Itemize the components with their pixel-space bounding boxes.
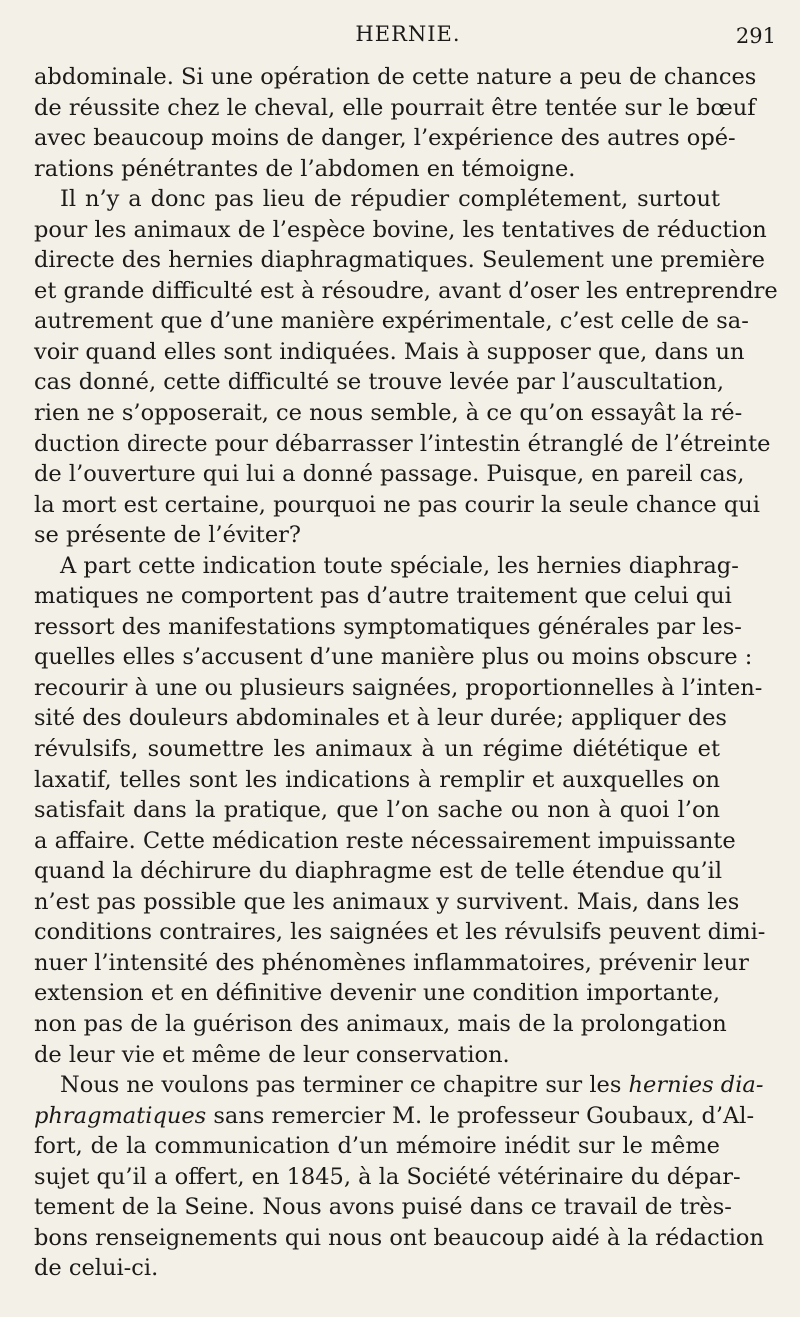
text-line: autrement que d’une manière expérimentale, c’est celle de sa- [34, 308, 749, 335]
text-line: de leur vie et même de leur conservation. [34, 1041, 510, 1068]
text-line: satisfait dans la pratique, que l’on sache ou non à quoi l’on [34, 797, 720, 824]
text-line: pour les animaux de l’espèce bovine, les tentatives de réduction [34, 216, 767, 243]
text-line [34, 1070, 764, 1101]
italic-text-run: phragmatiques [34, 1102, 207, 1129]
text-line: ressort des manifestations symptomatiques générales par les- [34, 613, 742, 640]
text-line: recourir à une ou plusieurs saignées, proportionnelles à l’inten- [34, 674, 763, 701]
text-line: la mort est certaine, pourquoi ne pas courir la seule chance qui [34, 491, 760, 518]
text-line: non pas de la guérison des animaux, mais de la prolongation [34, 1010, 727, 1037]
text-line: cas donné, cette difficulté se trouve levée par l’auscultation, [34, 369, 725, 396]
text-line: et grande difficulté est à résoudre, avant d’oser les entreprendre [34, 277, 778, 304]
text-line: quelles elles s’accusent d’une manière plus ou moins obscure : [34, 644, 753, 671]
text-run: Nous ne voulons pas terminer ce chapitre sur les [60, 1072, 629, 1099]
text-line: duction directe pour débarrasser l’intestin étranglé de l’étreinte [34, 430, 771, 457]
text-line: matiques ne comportent pas d’autre traitement que celui qui [34, 583, 732, 610]
text-line: extension et en définitive devenir une condition importante, [34, 980, 720, 1007]
text-line: avec beaucoup moins de danger, l’expérience des autres opé- [34, 125, 736, 152]
text-line: révulsifs, soumettre les animaux à un régime diététique et [34, 736, 720, 763]
text-line: A part cette indication toute spéciale, les hernies diaphrag- [60, 552, 739, 579]
text-line: nuer l’intensité des phénomènes inflammatoires, prévenir leur [34, 949, 749, 976]
text-line: rations pénétrantes de l’abdomen en témoigne. [34, 155, 576, 182]
text-line: bons renseignements qui nous ont beaucoup aidé à la rédaction [34, 1224, 764, 1251]
text-line: sujet qu’il a offert, en 1845, à la Société vétérinaire du dépar- [34, 1163, 741, 1190]
text-line: conditions contraires, les saignées et les révulsifs peuvent dimi- [34, 919, 766, 946]
text-line: quand la déchirure du diaphragme est de telle étendue qu’il [34, 858, 723, 885]
text-run: sans remercier M. le professeur Goubaux, d’Al- [206, 1102, 755, 1129]
running-head: HERNIE. [355, 22, 461, 46]
text-line: sité des douleurs abdominales et à leur durée; appliquer des [34, 705, 727, 732]
text-line: fort, de la communication d’un mémoire inédit sur le même [34, 1133, 720, 1160]
text-line: de celui-ci. [34, 1255, 159, 1282]
text-line: Il n’y a donc pas lieu de répudier complétement, surtout [60, 186, 720, 213]
text-line: de l’ouverture qui lui a donné passage. Puisque, en pareil cas, [34, 461, 745, 488]
text-line: abdominale. Si une opération de cette nature a peu de chances [34, 64, 757, 90]
text-line: de réussite chez le cheval, elle pourrait être tentée sur le bœuf [34, 94, 756, 121]
text-line: directe des hernies diaphragmatiques. Seulement une première [34, 247, 765, 274]
text-line: a affaire. Cette médication reste nécessairement impuissante [34, 827, 736, 854]
text-line: tement de la Seine. Nous avons puisé dans ce travail de très- [34, 1194, 732, 1221]
text-line: laxatif, telles sont les indications à remplir et auxquelles on [34, 766, 720, 793]
text-line [34, 1101, 755, 1132]
text-line: se présente de l’éviter? [34, 522, 301, 549]
text-line: voir quand elles sont indiquées. Mais à supposer que, dans un [34, 338, 745, 365]
page-header [34, 22, 782, 52]
page-number: 291 [735, 24, 776, 48]
body-text [34, 62, 778, 1284]
text-line: rien ne s’opposerait, ce nous semble, à ce qu’on essayât la ré- [34, 400, 743, 427]
text-line: n’est pas possible que les animaux y survivent. Mais, dans les [34, 888, 740, 915]
italic-text-run: hernies dia- [628, 1072, 764, 1099]
